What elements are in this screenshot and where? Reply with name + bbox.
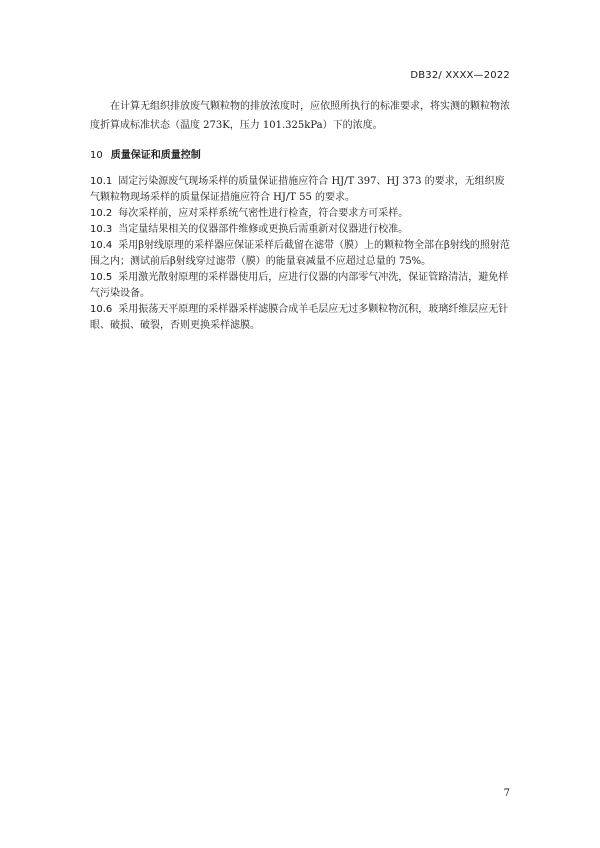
clause-number: 10.2 <box>90 208 113 219</box>
clause-number: 10.1 <box>90 176 113 187</box>
clause-number: 10.5 <box>90 272 113 283</box>
clause-text: 采用振荡天平原理的采样器采样滤膜合成羊毛层应无过多颗粒物沉积，玻璃纤维层应无针眼、破损、破裂，否则更换采样滤膜。 <box>90 304 509 331</box>
clause-item <box>90 238 514 270</box>
clause-item <box>90 174 514 206</box>
clause-list <box>90 174 514 334</box>
section-title: 质量保证和质量控制 <box>110 150 201 161</box>
clause-number: 10.3 <box>90 224 113 235</box>
section-number: 10 <box>90 150 103 161</box>
clause-item <box>90 222 514 238</box>
clause-text: 固定污染源废气现场采样的质量保证措施应符合 HJ/T 397、HJ 373 的要求，无组织废气颗粒物现场采样的质量保证措施应符合 HJ/T 55 的要求。 <box>90 176 505 203</box>
clause-text: 当定量结果相关的仪器部件维修或更换后需重新对仪器进行校准。 <box>118 224 409 235</box>
document-code-header: DB32/ XXXX—2022 <box>410 70 510 81</box>
clause-text: 采用激光散射原理的采样器使用后，应进行仪器的内部零气冲洗，保证管路清洁，避免样气污染设备。 <box>90 272 509 299</box>
clause-item <box>90 206 514 222</box>
clause-text: 每次采样前，应对采样系统气密性进行检查，符合要求方可采样。 <box>118 208 409 219</box>
clause-number: 10.4 <box>90 240 113 251</box>
clause-number: 10.6 <box>90 304 113 315</box>
clause-item <box>90 270 514 302</box>
clause-text: 采用β射线原理的采样器应保证采样后截留在滤带（膜）上的颗粒物全部在β射线的照射范围之内；测试前后β射线穿过滤带（膜）的能量衰减量不应超过总量的 75%。 <box>90 240 510 267</box>
intro-paragraph: 在计算无组织排放废气颗粒物的排放浓度时，应依照所执行的标准要求，将实测的颗粒物浓度折算成标准状态（温度 273K，压力 101.325kPa）下的浓度。 <box>90 101 510 131</box>
page-number: 7 <box>503 788 510 799</box>
clause-item <box>90 302 514 334</box>
section-heading <box>90 146 201 161</box>
